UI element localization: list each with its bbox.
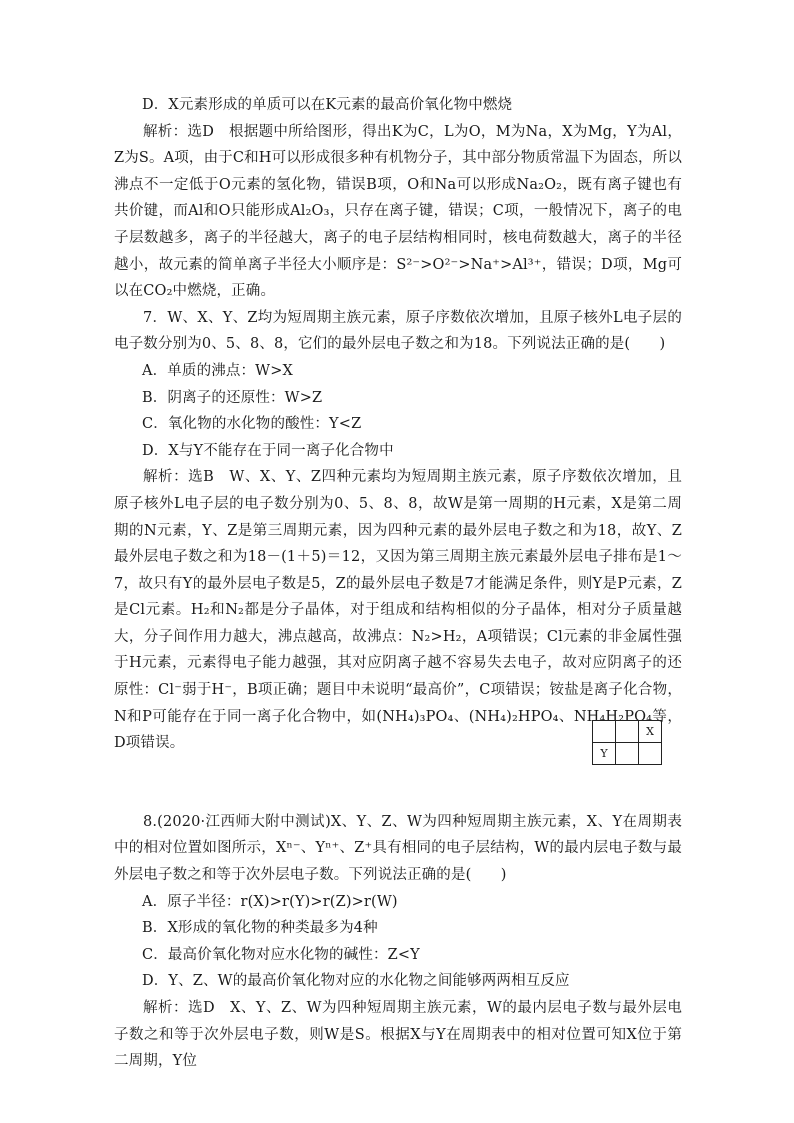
table-cell <box>616 743 639 765</box>
q8-option-d: D．Y、Z、W的最高价氧化物对应的水化物之间能够两两相互反应 <box>142 973 570 990</box>
q7-option-c: C．氧化物的水化物的酸性：Y<Z <box>142 416 362 433</box>
q8-option-b: B．X形成的氧化物的种类最多为4种 <box>142 920 378 937</box>
q8-option-c: C．最高价氧化物对应水化物的碱性：Z<Y <box>142 946 420 963</box>
q7-stem: 7．W、X、Y、Z均为短周期主族元素，原子序数依次增加，且原子核外L电子层的电子数分别为0、5、8、8，它们的最外层电子数之和为18。下列说法正确的是( ) <box>114 309 682 353</box>
q7-option-d: D．X与Y不能存在于同一离子化合物中 <box>142 442 394 459</box>
q6-option-d: D．X元素形成的单质可以在K元素的最高价氧化物中燃烧 <box>142 97 513 113</box>
q7-option-b: B．阴离子的还原性：W>Z <box>142 389 323 406</box>
q8-analysis: 解析：选D X、Y、Z、W为四种短周期主族元素，W的最内层电子数与最外层电子数之和等于次外层电子数，则W是S。根据X与Y在周期表中的相对位置可知X位于第二周期，Y位 <box>114 1000 682 1070</box>
periodic-position-table <box>592 720 662 765</box>
table-spacer-2 <box>114 783 682 809</box>
q8-stem: 8.(2020·江西师大附中测试)X、Y、Z、W为四种短周期主族元素，X、Y在周期表中的相对位置如图所示，Xⁿ⁻、Yⁿ⁺、Z⁺具有相同的电子层结构，W的最内层电子数与最外层电子数之和等于次外层电子数。下列说法正确的是( ) <box>114 813 682 884</box>
q7-option-a: A．单质的沸点：W>X <box>142 362 293 379</box>
table-cell <box>616 721 639 743</box>
document-body <box>114 92 682 1075</box>
q7-analysis: 解析：选B W、X、Y、Z四种元素均为短周期主族元素，原子序数依次增加，且原子核外L电子层的电子数分别为0、5、8、8，故W是第一周期的H元素，X是第二周期的N元素，Y、Z是第三周期元素，因为四种元素的最外层电子数之和为18，故Y、Z最外层电子数之和为18－(1＋5)＝12，又因为第三周期主族元素最外层电子排布是1～7，故只有Y的最外层电子数是5，Z的最外层电子数是7才能满足条件，则Y是P元素，Z是Cl元素。H₂和N₂都是分子晶体，对于组成和结构相似的分子晶体，相对分子质量越大，分子间作用力越大，沸点越高，故沸点：N₂>H₂，A项错误；Cl元素的非金属性强于H元素，元素得电子能力越强，其对应阴离子越不容易失去电子，故对应阴离子的还原性：Cl⁻弱于H⁻，B项正确；题目中未说明“最高价”，C项错误；铵盐是离子化合物，N和P可能存在于同一离子化合物中，如(NH₄)₃PO₄、(NH₄)₂HPO₄、NH₄H₂PO₄等，D项错误。 <box>114 469 682 752</box>
table-cell <box>639 743 662 765</box>
table-cell: Y <box>593 743 616 765</box>
q8-option-a: A．原子半径：r(X)>r(Y)>r(Z)>r(W) <box>142 893 398 910</box>
table-row <box>593 721 662 743</box>
table-cell <box>593 721 616 743</box>
table-row <box>593 743 662 765</box>
table-cell: X <box>639 721 662 743</box>
q6-analysis: 解析：选D 根据题中所给图形，得出K为C，L为O，M为Na，X为Mg，Y为Al，Z为S。A项，由于C和H可以形成很多种有机物分子，其中部分物质常温下为固态，所以沸点不一定低于O元素的氢化物，错误B项，O和Na可以形成Na₂O₂，既有离子键也有共价键，而Al和O只能形成Al₂O₃，只存在离子键，错误；C项，一般情况下，离子的电子层数越多，离子的半径越大，离子的电子层结构相同时，核电荷数越大，离子的半径越小，故元素的简单离子半径大小顺序是：S²⁻>O²⁻>Na⁺>Al³⁺，错误；D项，Mg可以在CO₂中燃烧，正确。 <box>114 123 682 300</box>
